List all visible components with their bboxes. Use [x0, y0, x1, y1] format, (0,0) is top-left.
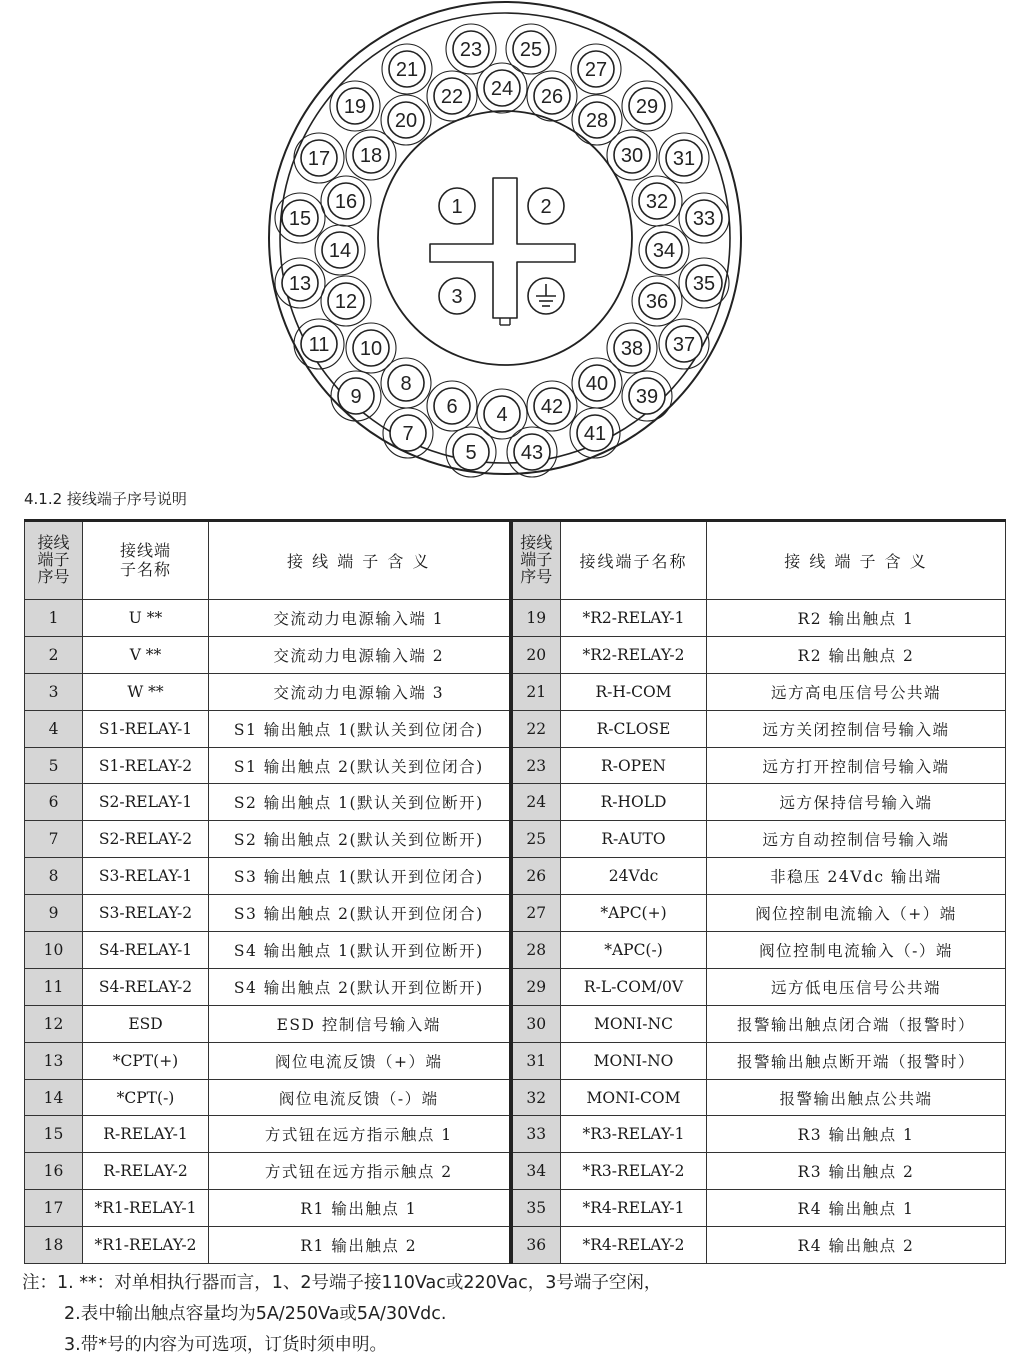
- cell-index-right: 23: [511, 747, 561, 784]
- cell-index-left: 10: [25, 932, 83, 969]
- cell-name-left: S2-RELAY-2: [83, 821, 209, 858]
- cell-name-left: S4-RELAY-1: [83, 932, 209, 969]
- cell-name-right: *R2-RELAY-1: [561, 600, 707, 637]
- cell-name-right: *APC(-): [561, 932, 707, 969]
- cell-name-right: R-L-COM/0V: [561, 968, 707, 1005]
- cell-index-right: 26: [511, 858, 561, 895]
- cell-name-left: U **: [83, 600, 209, 637]
- cell-name-left: S3-RELAY-2: [83, 895, 209, 932]
- pin-12: [321, 276, 371, 326]
- cell-index-left: 4: [25, 710, 83, 747]
- cell-meaning-left: 交流动力电源输入端 2: [209, 636, 511, 673]
- pin-label: 19: [343, 96, 367, 118]
- pin-26: [527, 71, 577, 121]
- pin-27: [571, 44, 621, 94]
- cell-meaning-left: R1 输出触点 1: [209, 1190, 511, 1227]
- pin-label: 17: [307, 148, 331, 170]
- cell-meaning-right: R3 输出触点 2: [707, 1153, 1006, 1190]
- cell-name-right: R-CLOSE: [561, 710, 707, 747]
- pin-43: [507, 427, 557, 477]
- pin-39: [622, 371, 672, 421]
- pin-5: [446, 427, 496, 477]
- cell-index-left: 11: [25, 968, 83, 1005]
- pin-label: 6: [446, 396, 458, 418]
- pin-label: 42: [540, 396, 564, 418]
- cell-name-right: MONI-NO: [561, 1042, 707, 1079]
- pin-label: 22: [440, 86, 464, 108]
- cell-name-left: S1-RELAY-2: [83, 747, 209, 784]
- pin-21: [382, 44, 432, 94]
- pin-9: [331, 371, 381, 421]
- header-index-right: 接线 端子 序号: [511, 521, 561, 600]
- pin-label: 25: [519, 39, 543, 61]
- cell-name-left: R-RELAY-1: [83, 1116, 209, 1153]
- cell-index-right: 31: [511, 1042, 561, 1079]
- pin-label: 13: [288, 273, 312, 295]
- cell-meaning-right: R4 输出触点 2: [707, 1227, 1006, 1264]
- pin-36: [632, 276, 682, 326]
- cell-name-right: *R4-RELAY-2: [561, 1227, 707, 1264]
- table-row: [25, 1153, 1006, 1190]
- pin-label: 33: [692, 208, 716, 230]
- cell-meaning-right: 阀位控制电流输入（-）端: [707, 932, 1006, 969]
- cell-name-left: R-RELAY-2: [83, 1153, 209, 1190]
- cell-meaning-left: S4 输出触点 2(默认开到位断开): [209, 968, 511, 1005]
- pin-label: 14: [328, 240, 352, 262]
- pin-label: 23: [459, 39, 483, 61]
- pin-label: 40: [585, 373, 609, 395]
- cell-name-right: R-HOLD: [561, 784, 707, 821]
- cell-index-left: 5: [25, 747, 83, 784]
- pin-label: 7: [402, 423, 414, 445]
- table-row: [25, 1079, 1006, 1116]
- cell-name-right: R-OPEN: [561, 747, 707, 784]
- cell-index-left: 1: [25, 600, 83, 637]
- pin-15: [275, 193, 325, 243]
- pin-25: [506, 24, 556, 74]
- connector-center: [430, 178, 575, 325]
- table-row: [25, 858, 1006, 895]
- header-meaning-left: 接 线 端 子 含 义: [209, 521, 511, 600]
- pin-label: 28: [585, 110, 609, 132]
- cell-meaning-right: 报警输出触点断开端（报警时）: [707, 1042, 1006, 1079]
- pin-label: 34: [652, 240, 676, 262]
- cell-meaning-right: 报警输出触点公共端: [707, 1079, 1006, 1116]
- table-row: [25, 673, 1006, 710]
- cell-meaning-right: 远方高电压信号公共端: [707, 673, 1006, 710]
- cell-index-right: 20: [511, 636, 561, 673]
- cell-index-right: 30: [511, 1005, 561, 1042]
- header-meaning-right: 接 线 端 子 含 义: [707, 521, 1006, 600]
- cell-index-right: 28: [511, 932, 561, 969]
- cell-index-left: 16: [25, 1153, 83, 1190]
- pin-label: 16: [334, 191, 358, 213]
- pin-31: [659, 133, 709, 183]
- pin-7: [383, 408, 433, 458]
- cell-name-right: *R4-RELAY-1: [561, 1190, 707, 1227]
- table-row: [25, 747, 1006, 784]
- cell-name-left: *R1-RELAY-2: [83, 1227, 209, 1264]
- pin-6: [427, 381, 477, 431]
- terminal-table: [24, 519, 1006, 1264]
- pin-label: 26: [540, 86, 564, 108]
- cell-name-left: S4-RELAY-2: [83, 968, 209, 1005]
- cell-meaning-left: 方式钮在远方指示触点 2: [209, 1153, 511, 1190]
- table-row: [25, 1227, 1006, 1264]
- pin-19: [330, 81, 380, 131]
- table-row: [25, 600, 1006, 637]
- cell-meaning-right: 报警输出触点闭合端（报警时）: [707, 1005, 1006, 1042]
- cell-name-left: *R1-RELAY-1: [83, 1190, 209, 1227]
- cell-name-right: R-H-COM: [561, 673, 707, 710]
- header-name-left: 接线端 子名称: [83, 521, 209, 600]
- cell-meaning-right: R2 输出触点 2: [707, 636, 1006, 673]
- cell-index-left: 9: [25, 895, 83, 932]
- cell-meaning-left: R1 输出触点 2: [209, 1227, 511, 1264]
- cell-name-right: 24Vdc: [561, 858, 707, 895]
- pin-37: [659, 319, 709, 369]
- cell-index-right: 32: [511, 1079, 561, 1116]
- cell-index-right: 25: [511, 821, 561, 858]
- cell-name-right: *R2-RELAY-2: [561, 636, 707, 673]
- cell-index-left: 17: [25, 1190, 83, 1227]
- pin-11: [294, 319, 344, 369]
- header-index-left: 接线 端子 序号: [25, 521, 83, 600]
- cell-name-left: V **: [83, 636, 209, 673]
- table-row: [25, 968, 1006, 1005]
- cell-index-left: 12: [25, 1005, 83, 1042]
- pin-label: 31: [672, 148, 696, 170]
- pin-label: 5: [465, 442, 477, 464]
- cell-index-right: 33: [511, 1116, 561, 1153]
- cell-index-left: 2: [25, 636, 83, 673]
- pin-29: [622, 81, 672, 131]
- cell-meaning-left: 阀位电流反馈（+）端: [209, 1042, 511, 1079]
- pin-label: 10: [359, 338, 383, 360]
- pin-label: 43: [520, 442, 544, 464]
- table-row: [25, 932, 1006, 969]
- pin-label: 15: [288, 208, 312, 230]
- cell-index-right: 24: [511, 784, 561, 821]
- cell-name-left: S1-RELAY-1: [83, 710, 209, 747]
- cell-index-right: 35: [511, 1190, 561, 1227]
- pin-label: 12: [334, 291, 358, 313]
- cell-meaning-right: 远方自动控制信号输入端: [707, 821, 1006, 858]
- cell-meaning-right: 非稳压 24Vdc 输出端: [707, 858, 1006, 895]
- cell-meaning-left: 交流动力电源输入端 1: [209, 600, 511, 637]
- cell-meaning-left: S2 输出触点 1(默认关到位断开): [209, 784, 511, 821]
- pin-label: 27: [584, 59, 608, 81]
- cell-meaning-left: S3 输出触点 1(默认开到位闭合): [209, 858, 511, 895]
- table-row: [25, 1116, 1006, 1153]
- cell-name-left: *CPT(+): [83, 1042, 209, 1079]
- pin-label: 11: [308, 334, 330, 356]
- cell-name-right: *APC(+): [561, 895, 707, 932]
- cell-index-left: 8: [25, 858, 83, 895]
- pin-18: [346, 130, 396, 180]
- cell-meaning-left: S3 输出触点 2(默认开到位闭合): [209, 895, 511, 932]
- pin-label: 32: [645, 191, 669, 213]
- pin-label: 4: [496, 404, 508, 426]
- cell-meaning-left: 阀位电流反馈（-）端: [209, 1079, 511, 1116]
- section-title: 4.1.2 接线端子序号说明: [24, 490, 187, 508]
- cell-meaning-left: 方式钮在远方指示触点 1: [209, 1116, 511, 1153]
- cell-index-right: 36: [511, 1227, 561, 1264]
- cell-name-left: W **: [83, 673, 209, 710]
- cell-name-right: MONI-NC: [561, 1005, 707, 1042]
- table-header-row: [25, 521, 1006, 600]
- cell-meaning-left: S1 输出触点 2(默认关到位闭合): [209, 747, 511, 784]
- pin-14: [315, 225, 365, 275]
- center-pin-label: 3: [451, 286, 463, 308]
- cell-name-right: MONI-COM: [561, 1079, 707, 1116]
- cell-meaning-left: S2 输出触点 2(默认关到位断开): [209, 821, 511, 858]
- note-3: 3.带*号的内容为可选项，订货时须申明。: [64, 1335, 387, 1355]
- pin-label: 37: [672, 334, 696, 356]
- pin-label: 24: [490, 78, 514, 100]
- cell-name-right: *R3-RELAY-2: [561, 1153, 707, 1190]
- cell-index-left: 3: [25, 673, 83, 710]
- pin-17: [294, 133, 344, 183]
- cell-index-right: 29: [511, 968, 561, 1005]
- cell-name-left: ESD: [83, 1005, 209, 1042]
- cell-name-left: S3-RELAY-1: [83, 858, 209, 895]
- center-pin-label: 2: [540, 196, 552, 218]
- note-1: 注：1. **：对单相执行器而言，1、2号端子接110Vac或220Vac，3号端子空闲，: [22, 1273, 662, 1293]
- center-pin-label: 1: [451, 196, 463, 218]
- pin-label: 18: [359, 145, 383, 167]
- cell-meaning-right: 远方低电压信号公共端: [707, 968, 1006, 1005]
- header-name-right: 接线端子名称: [561, 521, 707, 600]
- table-row: [25, 710, 1006, 747]
- table-row: [25, 895, 1006, 932]
- table-row: [25, 1190, 1006, 1227]
- pin-40: [572, 358, 622, 408]
- pin-label: 9: [350, 386, 362, 408]
- pin-label: 38: [620, 338, 644, 360]
- cell-meaning-left: 交流动力电源输入端 3: [209, 673, 511, 710]
- table-body: [25, 600, 1006, 1264]
- cell-meaning-right: 远方关闭控制信号输入端: [707, 710, 1006, 747]
- pin-42: [527, 381, 577, 431]
- pin-label: 39: [635, 386, 659, 408]
- pin-label: 41: [583, 423, 607, 445]
- notes: [22, 1268, 661, 1361]
- pin-label: 30: [620, 145, 644, 167]
- pin-label: 29: [635, 96, 659, 118]
- pin-label: 21: [395, 59, 419, 81]
- note-2: 2.表中输出触点容量均为5A/250Va或5A/30Vdc.: [64, 1304, 447, 1324]
- cell-index-right: 34: [511, 1153, 561, 1190]
- pin-30: [607, 130, 657, 180]
- cell-meaning-right: R4 输出触点 1: [707, 1190, 1006, 1227]
- pin-label: 35: [692, 273, 716, 295]
- pin-8: [381, 358, 431, 408]
- pin-35: [679, 258, 729, 308]
- cell-meaning-left: S4 输出触点 1(默认开到位断开): [209, 932, 511, 969]
- table-row: [25, 1042, 1006, 1079]
- cell-name-right: R-AUTO: [561, 821, 707, 858]
- ground-icon: [528, 278, 564, 314]
- cell-index-right: 22: [511, 710, 561, 747]
- pin-16: [321, 176, 371, 226]
- pin-24: [477, 63, 527, 113]
- cell-meaning-right: 远方打开控制信号输入端: [707, 747, 1006, 784]
- pin-label: 20: [394, 110, 418, 132]
- pin-32: [632, 176, 682, 226]
- cell-index-left: 18: [25, 1227, 83, 1264]
- pin-41: [570, 408, 620, 458]
- cell-meaning-right: R3 输出触点 1: [707, 1116, 1006, 1153]
- pin-label: 36: [645, 291, 669, 313]
- cell-name-left: S2-RELAY-1: [83, 784, 209, 821]
- pin-label: 8: [400, 373, 412, 395]
- table-row: [25, 784, 1006, 821]
- cell-name-right: *R3-RELAY-1: [561, 1116, 707, 1153]
- cell-index-right: 27: [511, 895, 561, 932]
- pin-33: [679, 193, 729, 243]
- cell-name-left: *CPT(-): [83, 1079, 209, 1116]
- cell-meaning-left: S1 输出触点 1(默认关到位闭合): [209, 710, 511, 747]
- cell-index-left: 6: [25, 784, 83, 821]
- cell-index-left: 15: [25, 1116, 83, 1153]
- cell-meaning-right: R2 输出触点 1: [707, 600, 1006, 637]
- cell-index-left: 7: [25, 821, 83, 858]
- cell-meaning-right: 远方保持信号输入端: [707, 784, 1006, 821]
- table-row: [25, 821, 1006, 858]
- table-row: [25, 1005, 1006, 1042]
- pin-13: [275, 258, 325, 308]
- cell-meaning-right: 阀位控制电流输入（+）端: [707, 895, 1006, 932]
- cell-index-right: 19: [511, 600, 561, 637]
- cell-index-left: 13: [25, 1042, 83, 1079]
- cell-index-right: 21: [511, 673, 561, 710]
- pin-22: [427, 71, 477, 121]
- cell-index-left: 14: [25, 1079, 83, 1116]
- cell-meaning-left: ESD 控制信号输入端: [209, 1005, 511, 1042]
- table-row: [25, 636, 1006, 673]
- terminal-block-diagram: [0, 0, 1010, 480]
- pin-34: [639, 225, 689, 275]
